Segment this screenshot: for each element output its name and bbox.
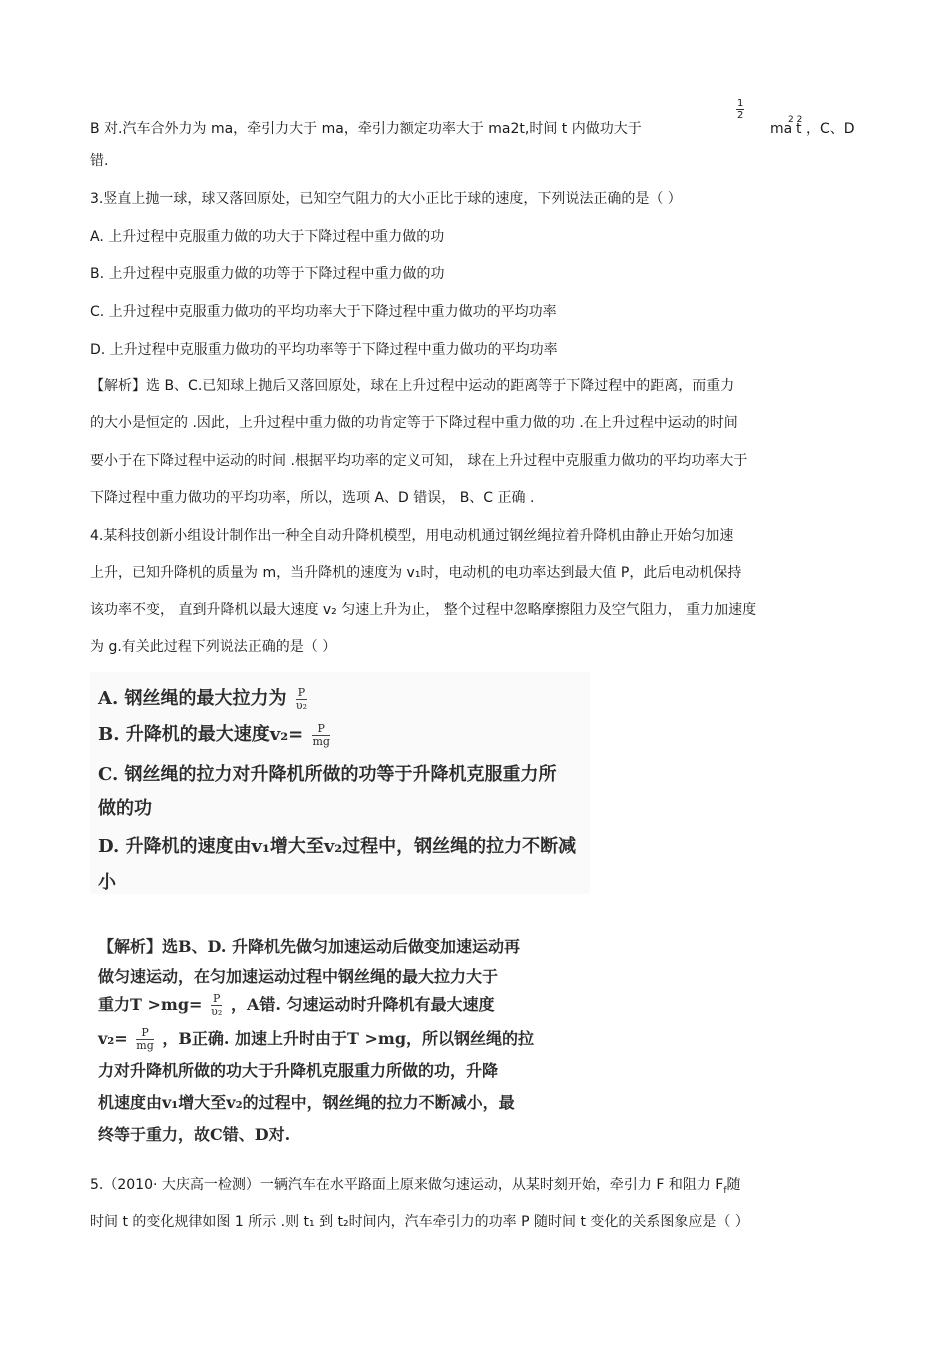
q5-line1: 5.（2010· 大庆高一检测）一辆汽车在水平路面上原来做匀速运动，从某时刻开始，牵引力 F 和阻力 $F_f$随 [90,1177,741,1196]
q4-analysis-4: v₂= $\frac{P}{mg}$ ，B正确. 加速上升时由于T >mg，所以钢丝绳的拉 [98,1026,535,1052]
q2-solution-line2: 错. [90,153,109,169]
q3-option-d: D. 上升过程中克服重力做功的平均功率等于下降过程中重力做功的平均功率 [90,342,558,358]
q3-option-c: C. 上升过程中克服重力做功的平均功率大于下降过程中重力做功的平均功率 [90,304,557,320]
fraction-p-mg: $\frac{P}{mg}$ [312,721,330,748]
q4-option-c-2: 做的功 [98,798,152,819]
q2-solution-line1 [90,120,860,138]
q2-solution-text: B 对.汽车合外力为 ma，牵引力大于 ma，牵引力额定功率大于 ma2t,时间 t 内做功大于 [90,121,642,137]
q4-stem-1: 4.某科技创新小组设计制作出一种全自动升降机模型，用电动机通过钢丝绳拉着升降机由静止开始匀加速 [90,528,734,544]
q4-stem-4: 为 g.有关此过程下列说法正确的是（ ） [90,639,337,655]
q4-option-c-1: C. 钢丝绳的拉力对升降机所做的功等于升降机克服重力所 [98,764,557,785]
q3-option-a: A. 上升过程中克服重力做的功大于下降过程中重力做的功 [90,229,445,245]
q2-solution-ma: ma [770,121,793,137]
q2-solution-sup: 2 2 [788,115,803,125]
q4-options-image [90,672,590,894]
fraction-p-v2-analysis: $\frac{P}{\text{υ₂}}$ [211,992,223,1018]
q4-analysis-1: 【解析】选B、D. 升降机先做匀加速运动后做变加速运动再 [98,937,520,956]
fraction-p-v2: $\frac{P}{\text{υ₂}}$ [295,685,308,712]
q4-analysis-5: 力对升降机所做的功大于升降机克服重力所做的功，升降 [98,1061,499,1080]
half-fraction: $\frac{1}{2}$ [737,98,744,121]
q4-option-b: B. 升降机的最大速度v₂= $\frac{P}{mg}$ [98,721,330,748]
q4-analysis-7: 终等于重力，故C错、D对. [98,1125,291,1144]
q4-analysis-6: 机速度由v₁增大至v₂的过程中，钢丝绳的拉力不断减小，最 [98,1093,515,1112]
q4-analysis-2: 做匀速运动，在匀加速运动过程中钢丝绳的最大拉力大于 [98,967,499,986]
q2-solution-tail: t ，C、D [796,121,855,137]
q4-option-d-1: D. 升降机的速度由v₁增大至v₂过程中，钢丝绳的拉力不断减 [98,836,577,857]
q4-stem-2: 上升，已知升降机的质量为 m，当升降机的速度为 v₁时，电动机的电功率达到最大值 P，此后电动机保持 [90,565,742,581]
q3-stem: 3.竖直上抛一球，球又落回原处，已知空气阻力的大小正比于球的速度，下列说法正确的是（ ） [90,191,682,207]
q3-analysis-4: 下降过程中重力做功的平均功率，所以，选项 A、D 错误， B、C 正确 . [90,490,535,506]
q4-option-a: A. 钢丝绳的最大拉力为 $\frac{P}{\text{υ₂}}$ [98,685,308,712]
q3-analysis-1: 【解析】选 B、C.已知球上抛后又落回原处，球在上升过程中运动的距离等于下降过程中的距离，而重力 [90,378,735,394]
fraction-p-mg-analysis: $\frac{P}{mg}$ [136,1026,154,1052]
q4-option-d-2: 小 [98,872,116,893]
q5-line2: 时间 t 的变化规律如图 1 所示 .则 t₁ 到 t₂时间内，汽车牵引力的功率 P 随时间 t 变化的关系图象应是（ ） [90,1214,749,1230]
q4-analysis-3: 重力T >mg= $\frac{P}{\text{υ₂}}$ ，A错. 匀速运动时升降机有最大速度 [98,992,495,1018]
q4-analysis-image [90,930,600,1145]
q3-analysis-3: 要小于在下降过程中运动的时间 .根据平均功率的定义可知， 球在上升过程中克服重力做功的平均功率大于 [90,453,748,469]
q3-option-b: B. 上升过程中克服重力做的功等于下降过程中重力做的功 [90,266,445,282]
q3-analysis-2: 的大小是恒定的 .因此，上升过程中重力做的功肯定等于下降过程中重力做的功 .在上升过程中运动的时间 [90,415,738,431]
q4-stem-3: 该功率不变， 直到升降机以最大速度 v₂ 匀速上升为止， 整个过程中忽略摩擦阻力及空气阻力， 重力加速度 [90,602,757,618]
